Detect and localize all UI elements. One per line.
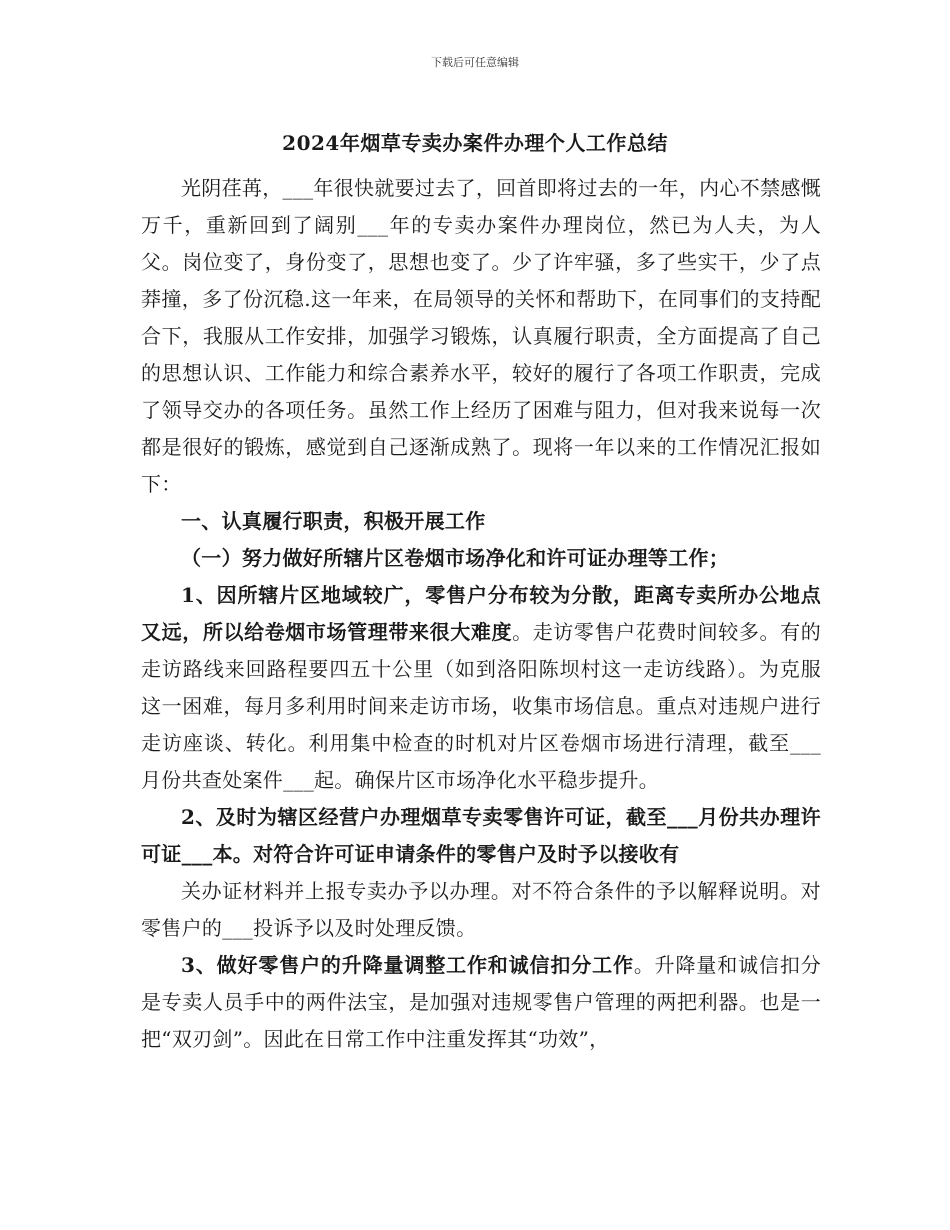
item-1-text: 。走访零售户花费时间较多。有的走访路线来回路程要四五十公里（如到洛阳陈坝村这一走访线路）。为克服这一困难，每月多利用时间来走访市场，收集市场信息。重点对违规户进行走访座谈、转化。利用集中检查的时机对片区卷烟市场进行清理，截至___月份共查处案件___起。确保片区市场净化水平稳步提升。 [141,620,821,792]
document-body [141,170,821,1058]
item-2-text: 关办证材料并上报专卖办予以办理。对不符合条件的予以解释说明。对零售户的___投诉予以及时处理反馈。 [141,879,821,940]
document-title: 2024年烟草专卖办案件办理个人工作总结 [282,131,668,155]
section-heading-1: 一、认真履行职责，积极开展工作 [181,509,486,533]
item-1-paragraph [141,577,821,799]
header-note: 下载后可任意编辑 [431,56,519,69]
intro-paragraph: 光阴荏苒，___年很快就要过去了，回首即将过去的一年，内心不禁感慨万千，重新回到了阔别___年的专卖办案件办理岗位，然已为人夫，为人父。岗位变了，身份变了，思想也变了。少了许牢骚，多了些实干，少了点莽撞，多了份沉稳.这一年来，在局领导的关怀和帮助下，在同事们的支持配合下，我服从工作安排，加强学习锻炼，认真履行职责，全方面提高了自己的思想认识、工作能力和综合素养水平，较好的履行了各项工作职责，完成了领导交办的各项任务。虽然工作上经历了困难与阻力，但对我来说每一次都是很好的锻炼，感觉到自己逐渐成熟了。现将一年以来的工作情况汇报如下： [141,176,821,496]
item-2-lead: 2、及时为辖区经营户办理烟草专卖零售许可证，截至___月份共办理许可证___本。对符合许可证申请条件的零售户及时予以接收有 [141,805,821,866]
item-3-text: 。升降量和诚信扣分是专卖人员手中的两件法宝，是加强对违规零售户管理的两把利器。也是一把“双刃剑”。因此在日常工作中注重发挥其“功效”， [141,953,822,1051]
item-1-lead: 1、因所辖片区地域较广，零售户分布较为分散，距离专卖所办公地点又远，所以给卷烟市场管理带来很大难度 [141,583,821,644]
item-3-lead: 3、做好零售户的升降量调整工作和诚信扣分工作 [181,953,634,977]
item-3-paragraph [141,947,821,1058]
subsection-heading-1: （一）努力做好所辖片区卷烟市场净化和许可证办理等工作； [181,546,730,570]
